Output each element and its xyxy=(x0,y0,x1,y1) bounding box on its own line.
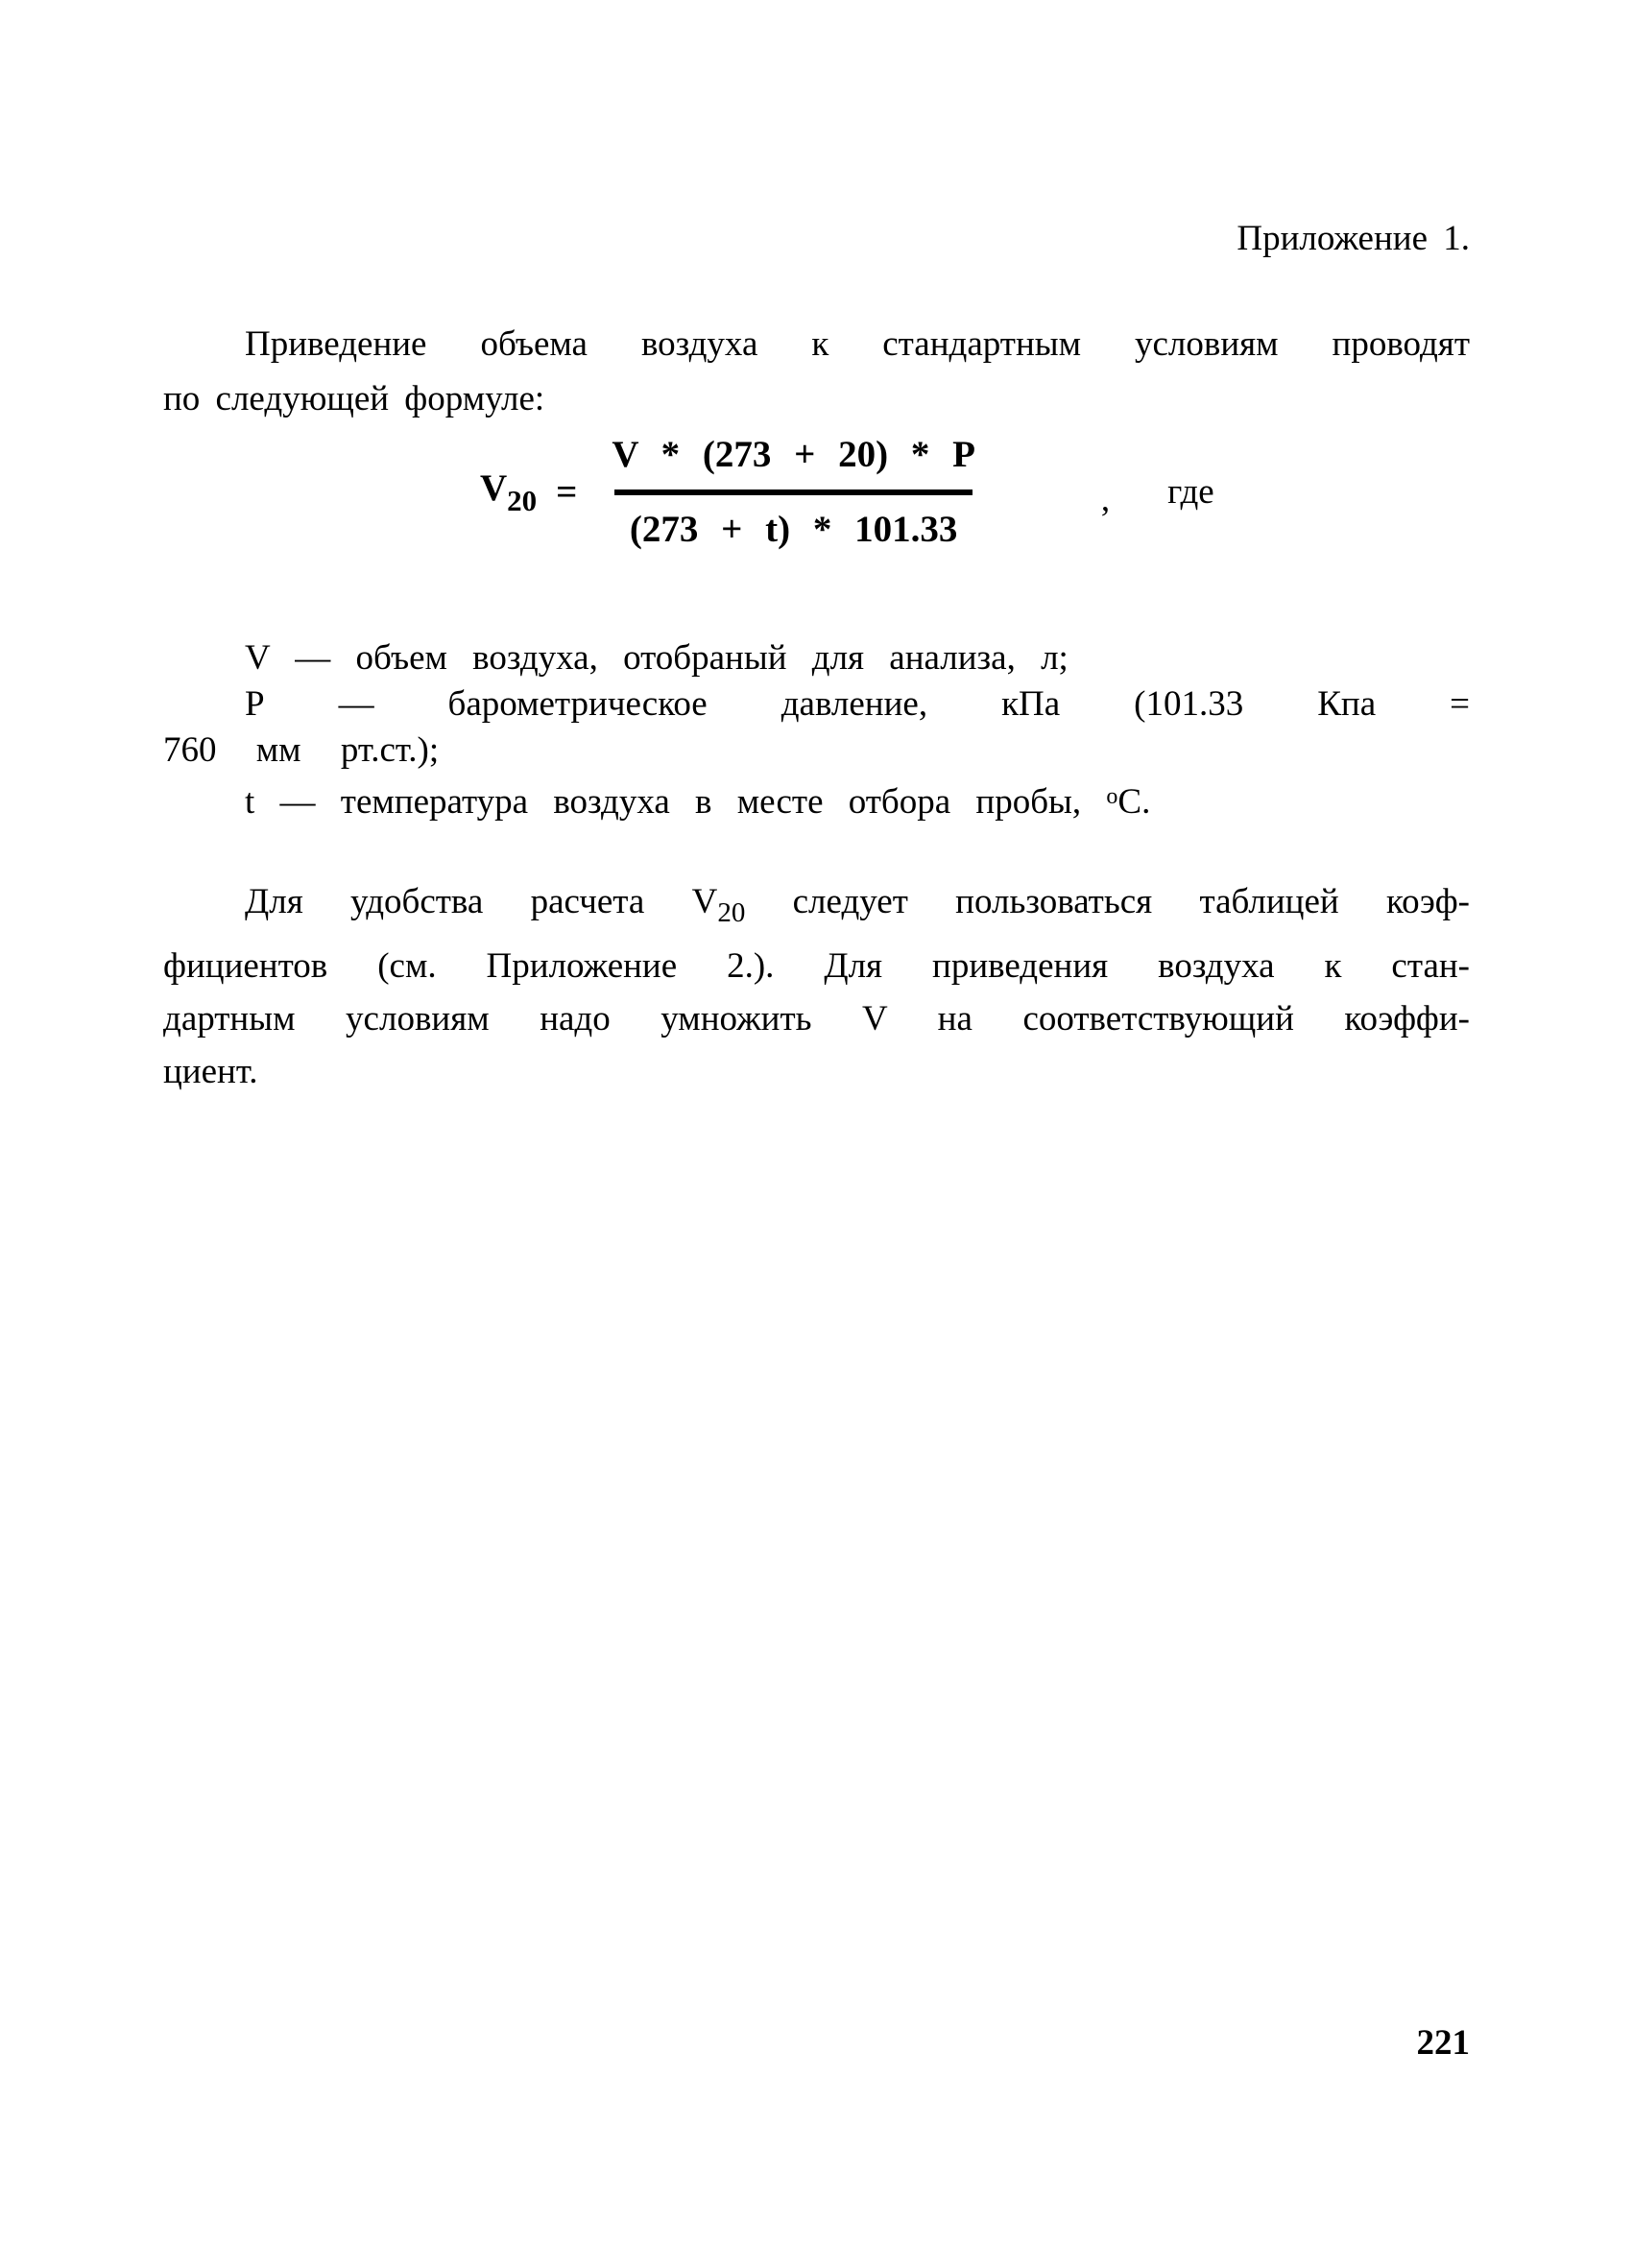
closing-line-2: фициентов (см. Приложение 2.). Для приведения воздуха к стан- xyxy=(163,946,1470,986)
definition-t xyxy=(163,774,1470,825)
degree-superscript: о xyxy=(1106,784,1118,809)
definitions-list xyxy=(163,635,1470,825)
formula-lhs xyxy=(480,467,537,518)
appendix-label: Приложение 1. xyxy=(1237,219,1470,258)
closing-paragraph xyxy=(163,875,1470,1098)
fraction-denominator: (273 + t) * 101.33 xyxy=(614,489,973,552)
closing-line-4: циент. xyxy=(163,1052,258,1091)
closing-line-1-text: Для удобства расчета V xyxy=(245,882,718,921)
intro-line-1: Приведение объема воздуха к стандартным условиям проводят xyxy=(245,324,1470,364)
definition-p-line-1: Р — барометрическое давление, кПа (101.33 Кпа = xyxy=(245,684,1470,724)
equals-sign: = xyxy=(556,470,578,513)
definition-p-line-2: 760 мм рт.ст.); xyxy=(163,730,440,770)
formula xyxy=(480,434,1214,552)
where-label: где xyxy=(1167,472,1214,513)
fraction xyxy=(596,434,990,552)
page-content xyxy=(163,0,1470,2268)
intro-line-2: по следующей формуле: xyxy=(163,379,545,418)
intro-paragraph xyxy=(163,317,1470,426)
closing-line-1-rest: следует пользоваться таблицей коэф- xyxy=(745,882,1470,921)
definition-t-text: t — температура воздуха в месте отбора пробы, xyxy=(245,782,1107,822)
closing-line-1 xyxy=(163,875,1470,940)
page-number: 221 xyxy=(1416,2023,1470,2063)
closing-line-3: дартным условиям надо умножить V на соответствующий коэффи- xyxy=(163,999,1470,1039)
definition-v: V — объем воздуха, отобраный для анализа, л; xyxy=(245,638,1069,678)
definition-t-unit: С. xyxy=(1117,782,1151,822)
formula-subscript: 20 xyxy=(507,484,538,518)
fraction-numerator: V * (273 + 20) * P xyxy=(612,434,975,475)
v20-subscript: 20 xyxy=(717,897,746,928)
formula-variable: V xyxy=(480,467,508,510)
formula-comma: , xyxy=(1100,480,1111,520)
